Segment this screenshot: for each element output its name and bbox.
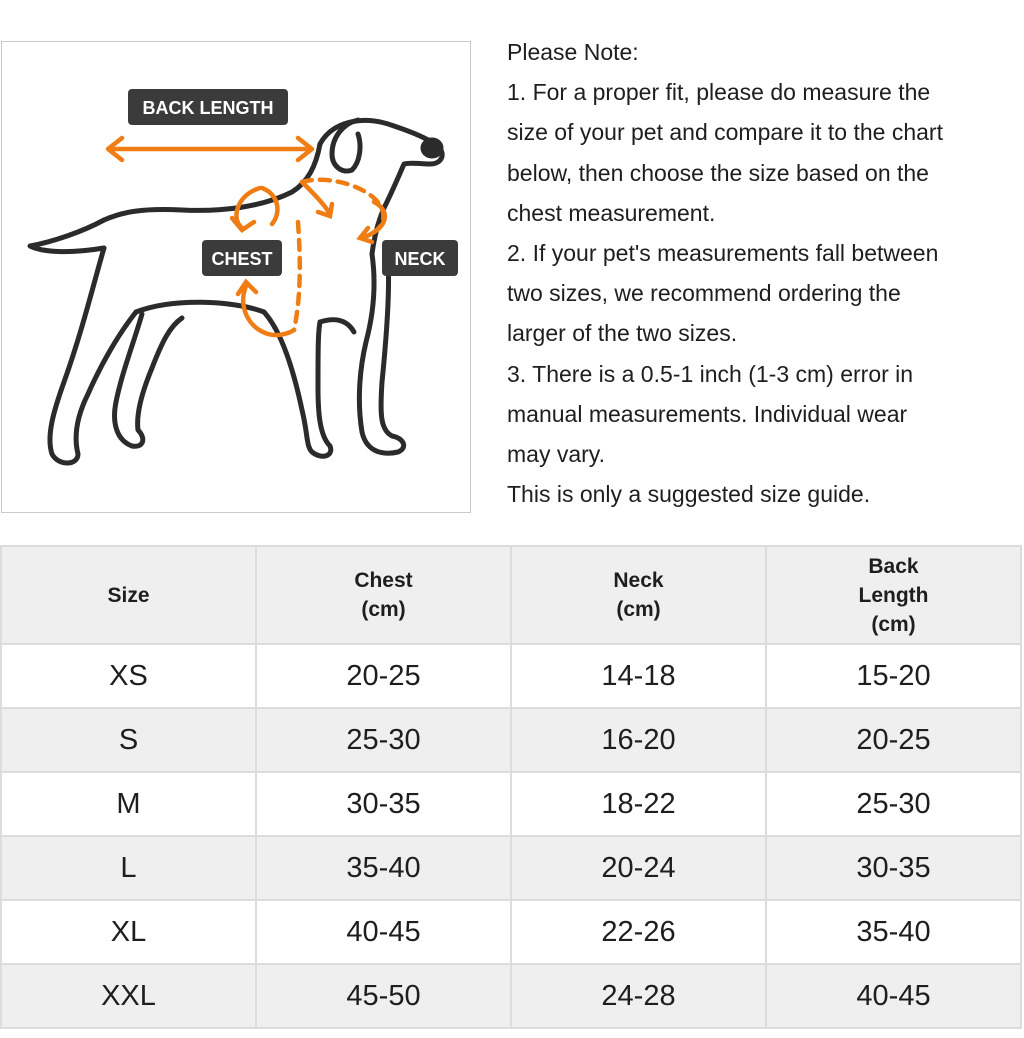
label-neck [382,240,458,276]
header-neck: Neck (cm) [511,546,766,644]
back-length-arrow-icon [108,138,312,160]
cell-size: S [1,708,256,772]
notes-line: 1. For a proper fit, please do measure the [507,79,931,106]
cell-back-length: 25-30 [766,772,1021,836]
cell-size: M [1,772,256,836]
size-notes [507,32,1022,514]
cell-back-length: 15-20 [766,644,1021,708]
cell-chest: 35-40 [256,836,511,900]
notes-line: 2. If your pet's measurements fall between [507,240,939,267]
svg-text:BACK LENGTH: BACK LENGTH [142,98,274,118]
cell-chest: 40-45 [256,900,511,964]
cell-neck: 18-22 [511,772,766,836]
table-row [1,708,1021,772]
table-row [1,772,1021,836]
cell-back-length: 30-35 [766,836,1021,900]
header-chest: Chest (cm) [256,546,511,644]
cell-neck: 16-20 [511,708,766,772]
table-row [1,900,1021,964]
notes-line: larger of the two sizes. [507,320,738,347]
cell-neck: 20-24 [511,836,766,900]
notes-line: may vary. [507,441,605,468]
cell-chest: 25-30 [256,708,511,772]
header-size: Size [1,546,256,644]
svg-text:NECK: NECK [394,249,446,269]
notes-line: two sizes, we recommend ordering the [507,280,901,307]
table-row [1,644,1021,708]
cell-back-length: 20-25 [766,708,1021,772]
notes-line: size of your pet and compare it to the chart [507,119,943,146]
cell-neck: 24-28 [511,964,766,1028]
dog-diagram [2,42,472,512]
cell-chest: 30-35 [256,772,511,836]
cell-neck: 14-18 [511,644,766,708]
notes-line: 3. There is a 0.5-1 inch (1-3 cm) error in [507,360,914,387]
dog-silhouette-icon [30,120,442,463]
cell-back-length: 40-45 [766,964,1021,1028]
label-chest [202,240,282,276]
size-chart-table [0,545,1022,1029]
cell-size: XXL [1,964,256,1028]
label-back-length [128,89,288,125]
notes-line: chest measurement. [507,199,716,226]
cell-size: L [1,836,256,900]
cell-size: XS [1,644,256,708]
table-row [1,836,1021,900]
notes-line: below, then choose the size based on the [507,159,929,186]
notes-heading: Please Note: [507,39,639,65]
table-row [1,964,1021,1028]
header-back-length: Back Length (cm) [766,546,1021,644]
table-header-row [1,546,1021,644]
neck-loop-icon [302,180,385,242]
notes-line: This is only a suggested size guide. [507,481,871,508]
cell-chest: 45-50 [256,964,511,1028]
svg-text:CHEST: CHEST [211,249,273,269]
cell-neck: 22-26 [511,900,766,964]
measurement-diagram [1,41,471,513]
cell-chest: 20-25 [256,644,511,708]
notes-line: manual measurements. Individual wear [507,400,908,427]
cell-back-length: 35-40 [766,900,1021,964]
cell-size: XL [1,900,256,964]
